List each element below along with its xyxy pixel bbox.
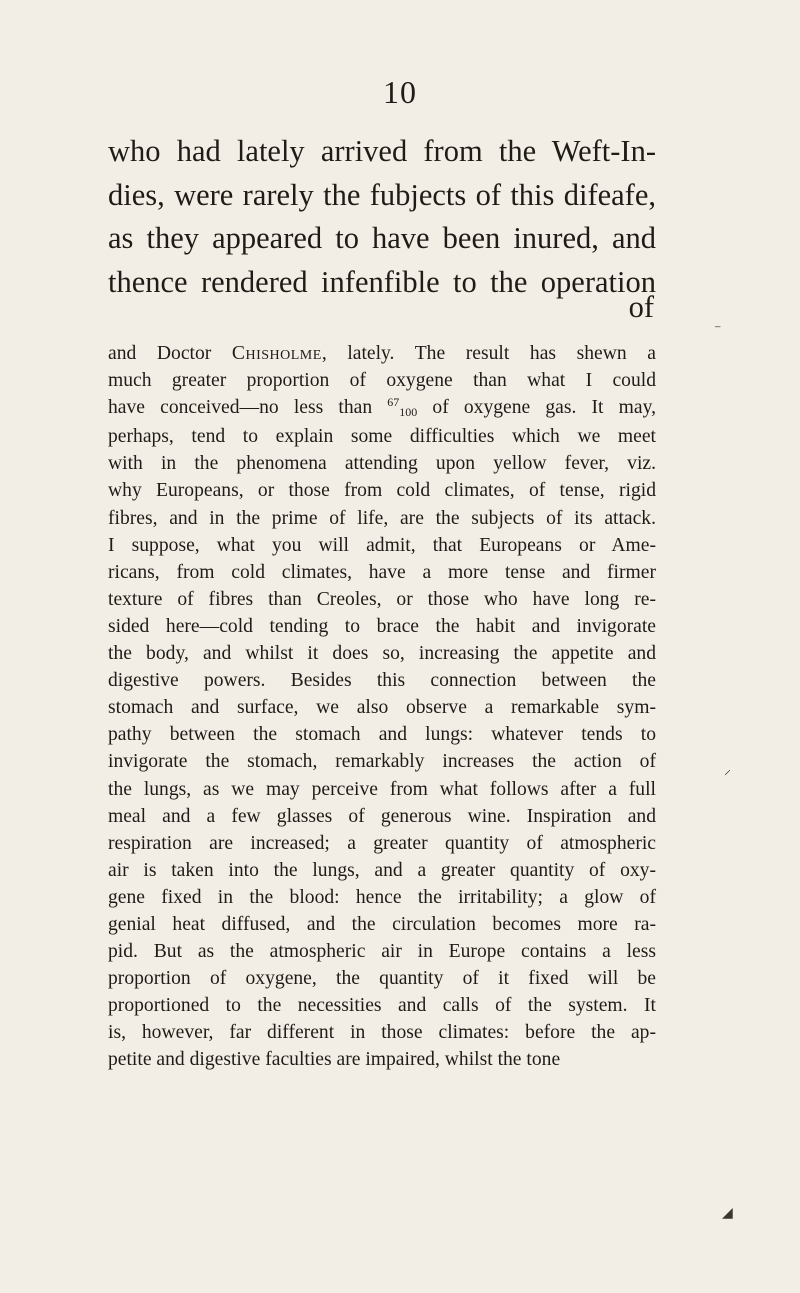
body-line: sided here—cold tending to brace the habit and invigorate (108, 615, 656, 637)
body-line: stomach and surface, we also observe a remarkable sym- (108, 697, 656, 719)
quote-line: thence rendered infenfible to the operation (108, 264, 656, 299)
body-line (108, 394, 656, 423)
body-text-fragment: and Doctor (108, 343, 232, 364)
body-line (108, 340, 656, 367)
body-line: pathy between the stomach and lungs: whatever tends to (108, 724, 656, 746)
margin-mark: ⸝ (724, 763, 731, 778)
body-line: perhaps, tend to explain some difficulties which we meet (108, 426, 656, 448)
body-line: gene fixed in the blood: hence the irritability; a glow of (108, 886, 656, 908)
body-line: air is taken into the lungs, and a greater quantity of oxy- (108, 859, 656, 881)
page-number: 10 (383, 74, 417, 110)
body-line: the body, and whilst it does so, increasing the appetite and (108, 643, 656, 665)
quote-line: dies, were rarely the fubjects of this difeafe, (108, 177, 656, 212)
fraction (387, 395, 418, 420)
body-line: fibres, and in the prime of life, are the subjects of its attack. (108, 507, 656, 529)
catchword: of (628, 290, 654, 324)
body-line: genial heat diffused, and the circulation becomes more ra- (108, 913, 656, 935)
fraction-denominator: 100 (399, 405, 418, 420)
fraction-numerator: 67 (387, 395, 400, 410)
body-line: respiration are increased; a greater quantity of atmospheric (108, 832, 656, 854)
body-line: ricans, from cold climates, have a more tense and firmer (108, 561, 656, 583)
body-text-fragment: have conceived—no less than (108, 397, 388, 419)
body-line: the lungs, as we may perceive from what follows after a full (108, 778, 656, 800)
body-text (108, 340, 656, 1074)
body-line: proportioned to the necessities and calls of the system. It (108, 995, 656, 1017)
body-line: I suppose, what you will admit, that Europeans or Ame- (108, 534, 656, 556)
margin-mark: ◢ (722, 1206, 733, 1221)
quote-line: who had lately arrived from the Weft-In- (108, 134, 656, 168)
body-line: is, however, far different in those climates: before the ap- (108, 1022, 656, 1044)
body-text-fragment: , lately. The result has shewn a (321, 343, 656, 364)
body-line: proportion of oxygene, the quantity of it fixed will be (108, 968, 656, 990)
body-text-fragment: of oxygene gas. It may, (417, 397, 656, 419)
body-line: much greater proportion of oxygene than what I could (108, 370, 656, 392)
person-name: Chisholme (231, 343, 322, 364)
quote-line: as they appeared to have been inured, and (108, 221, 656, 255)
body-line: pid. But as the atmospheric air in Europe contains a less (108, 941, 656, 963)
body-line: digestive powers. Besides this connection between the (108, 670, 656, 692)
body-line: with in the phenomena attending upon yellow fever, viz. (108, 453, 656, 475)
body-line: petite and digestive faculties are impaired, whilst the tone (108, 1049, 561, 1071)
margin-mark: ⁻ (714, 323, 722, 338)
body-line: meal and a few glasses of generous wine. Inspiration and (108, 805, 656, 827)
quoted-passage (108, 130, 656, 304)
body-line: invigorate the stomach, remarkably increases the action of (108, 751, 656, 773)
body-line: texture of fibres than Creoles, or those who have long re- (108, 588, 656, 610)
body-line: why Europeans, or those from cold climates, of tense, rigid (108, 480, 656, 502)
